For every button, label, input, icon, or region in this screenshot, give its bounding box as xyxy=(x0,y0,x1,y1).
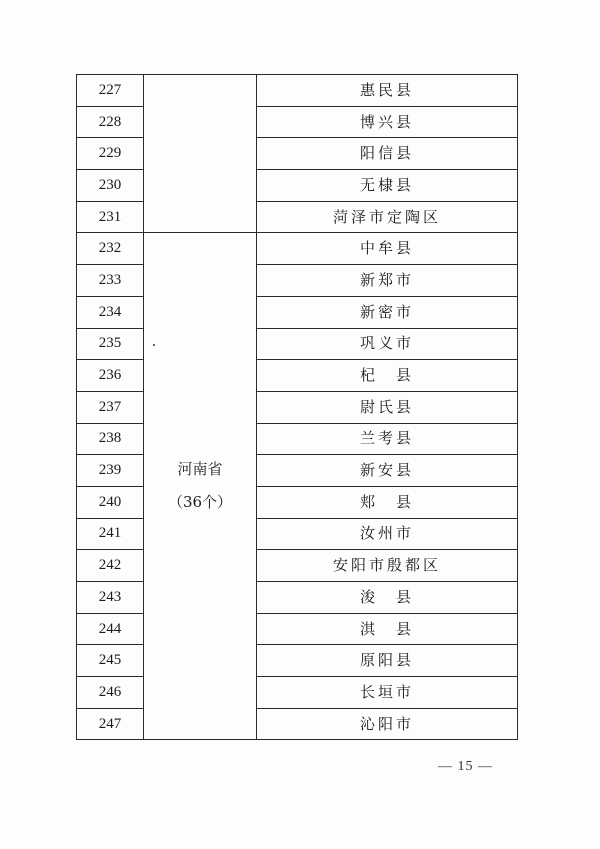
province-name: 河南省 xyxy=(177,460,223,479)
row-number: 229 xyxy=(77,138,144,170)
table-row xyxy=(77,455,518,487)
table-row xyxy=(77,518,518,550)
table-row xyxy=(77,613,518,645)
table-body xyxy=(77,75,518,740)
county-name: 新安县 xyxy=(257,455,518,487)
row-number: 238 xyxy=(77,423,144,455)
row-number: 233 xyxy=(77,265,144,297)
row-number: 241 xyxy=(77,518,144,550)
county-name: 杞 县 xyxy=(257,360,518,392)
county-name: 沁阳市 xyxy=(257,708,518,740)
county-name: 长垣市 xyxy=(257,677,518,709)
row-number: 246 xyxy=(77,677,144,709)
row-number: 237 xyxy=(77,391,144,423)
county-name: 菏泽市定陶区 xyxy=(257,201,518,233)
county-name: 郏 县 xyxy=(257,486,518,518)
county-name: 中牟县 xyxy=(257,233,518,265)
row-number: 232 xyxy=(77,233,144,265)
table-row xyxy=(77,423,518,455)
province-count: （36个） xyxy=(167,493,233,512)
county-name: 兰考县 xyxy=(257,423,518,455)
county-name: 阳信县 xyxy=(257,138,518,170)
table-row xyxy=(77,360,518,392)
table-row xyxy=(77,170,518,202)
table-row xyxy=(77,582,518,614)
row-number: 240 xyxy=(77,486,144,518)
table-row xyxy=(77,486,518,518)
table-row xyxy=(77,75,518,107)
table-row xyxy=(77,201,518,233)
table-row xyxy=(77,233,518,265)
county-name: 安阳市殷都区 xyxy=(257,550,518,582)
county-name: 新郑市 xyxy=(257,265,518,297)
row-number: 230 xyxy=(77,170,144,202)
county-name: 巩义市 xyxy=(257,328,518,360)
county-name: 浚 县 xyxy=(257,582,518,614)
county-name: 汝州市 xyxy=(257,518,518,550)
county-name: 尉氏县 xyxy=(257,391,518,423)
county-name: 惠民县 xyxy=(257,75,518,107)
table-row xyxy=(77,391,518,423)
table-row xyxy=(77,296,518,328)
county-name: 无棣县 xyxy=(257,170,518,202)
row-number: 244 xyxy=(77,613,144,645)
scan-speck xyxy=(153,344,155,346)
county-list-table xyxy=(76,74,518,740)
county-name: 新密市 xyxy=(257,296,518,328)
row-number: 227 xyxy=(77,75,144,107)
page-number: — 15 — xyxy=(438,759,493,774)
table-row xyxy=(77,328,518,360)
row-number: 231 xyxy=(77,201,144,233)
row-number: 236 xyxy=(77,360,144,392)
county-name: 博兴县 xyxy=(257,106,518,138)
table-row xyxy=(77,677,518,709)
row-number: 235 xyxy=(77,328,144,360)
county-name: 原阳县 xyxy=(257,645,518,677)
table-row xyxy=(77,708,518,740)
row-number: 245 xyxy=(77,645,144,677)
table-row xyxy=(77,106,518,138)
row-number: 242 xyxy=(77,550,144,582)
table-row xyxy=(77,550,518,582)
row-number: 228 xyxy=(77,106,144,138)
province-cell-continued xyxy=(144,75,257,233)
row-number: 239 xyxy=(77,455,144,487)
province-label-block xyxy=(144,462,256,510)
table-row xyxy=(77,645,518,677)
province-cell xyxy=(144,233,257,740)
row-number: 243 xyxy=(77,582,144,614)
row-number: 234 xyxy=(77,296,144,328)
table-row xyxy=(77,265,518,297)
table-row xyxy=(77,138,518,170)
county-name: 淇 县 xyxy=(257,613,518,645)
row-number: 247 xyxy=(77,708,144,740)
